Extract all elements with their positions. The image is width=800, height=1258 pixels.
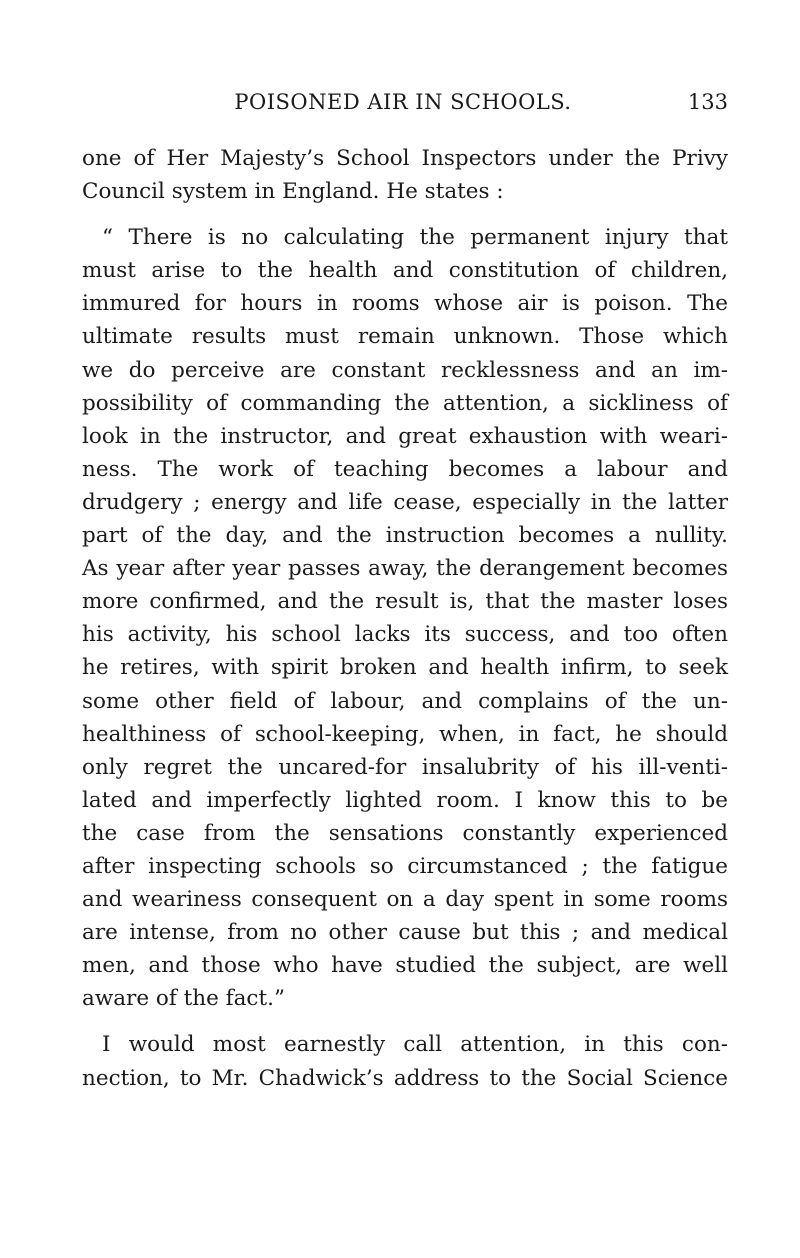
text-line: the case from the sensations constantly experienced: [82, 820, 728, 846]
text-line: only regret the uncared-for insalubrity of his ill-venti-: [82, 754, 728, 780]
text-line: he retires, with spirit broken and health infirm, to seek: [82, 655, 728, 681]
text-line: his activity, his school lacks its success, and too often: [82, 622, 728, 648]
text-line: ultimate results must remain unknown. Those which: [82, 324, 728, 350]
text-line: “ There is no calculating the permanent injury that: [102, 225, 728, 251]
text-line: immured for hours in rooms whose air is poison. The: [82, 291, 728, 317]
text-line: nection, to Mr. Chadwick’s address to the Social Science: [82, 1065, 728, 1091]
running-title: POISONED AIR IN SCHOOLS.: [234, 90, 572, 114]
text-line: one of Her Majesty’s School Inspectors under the Privy: [82, 146, 728, 171]
text-line: must arise to the health and constitution of children,: [82, 258, 728, 284]
running-header: [78, 90, 728, 120]
body-text: [82, 142, 728, 1095]
text-line: and weariness consequent on a day spent in some rooms: [82, 887, 728, 913]
text-line: are intense, from no other cause but this ; and medical: [82, 920, 728, 946]
text-line: drudgery ; energy and life cease, especially in the latter: [82, 489, 728, 515]
text-line: lated and imperfectly lighted room. I know this to be: [82, 787, 728, 813]
text-line: healthiness of school-keeping, when, in fact, he should: [82, 721, 728, 747]
text-line: Council system in England. He states :: [82, 179, 504, 205]
text-line: some other field of labour, and complains of the un-: [82, 688, 728, 714]
text-line: we do perceive are constant recklessness and an im-: [82, 357, 728, 383]
text-line: more confirmed, and the result is, that the master loses: [82, 589, 728, 615]
text-line: look in the instructor, and great exhaustion with weari-: [82, 423, 728, 449]
block-quote: [82, 221, 728, 1015]
text-line: part of the day, and the instruction becomes a nullity.: [82, 523, 728, 549]
paragraph: [82, 142, 728, 208]
text-line: men, and those who have studied the subject, are well: [82, 953, 728, 979]
page-number: 133: [687, 90, 728, 114]
text-line: after inspecting schools so circumstanced ; the fatigue: [82, 853, 728, 879]
text-line: aware of the fact.”: [82, 986, 285, 1012]
text-line: ness. The work of teaching becomes a labour and: [82, 456, 728, 482]
paragraph: [82, 1028, 728, 1094]
text-line: possibility of commanding the attention, a sickliness of: [82, 390, 728, 416]
text-line: As year after year passes away, the derangement becomes: [82, 556, 728, 582]
text-line: I would most earnestly call attention, in this con-: [102, 1032, 728, 1058]
